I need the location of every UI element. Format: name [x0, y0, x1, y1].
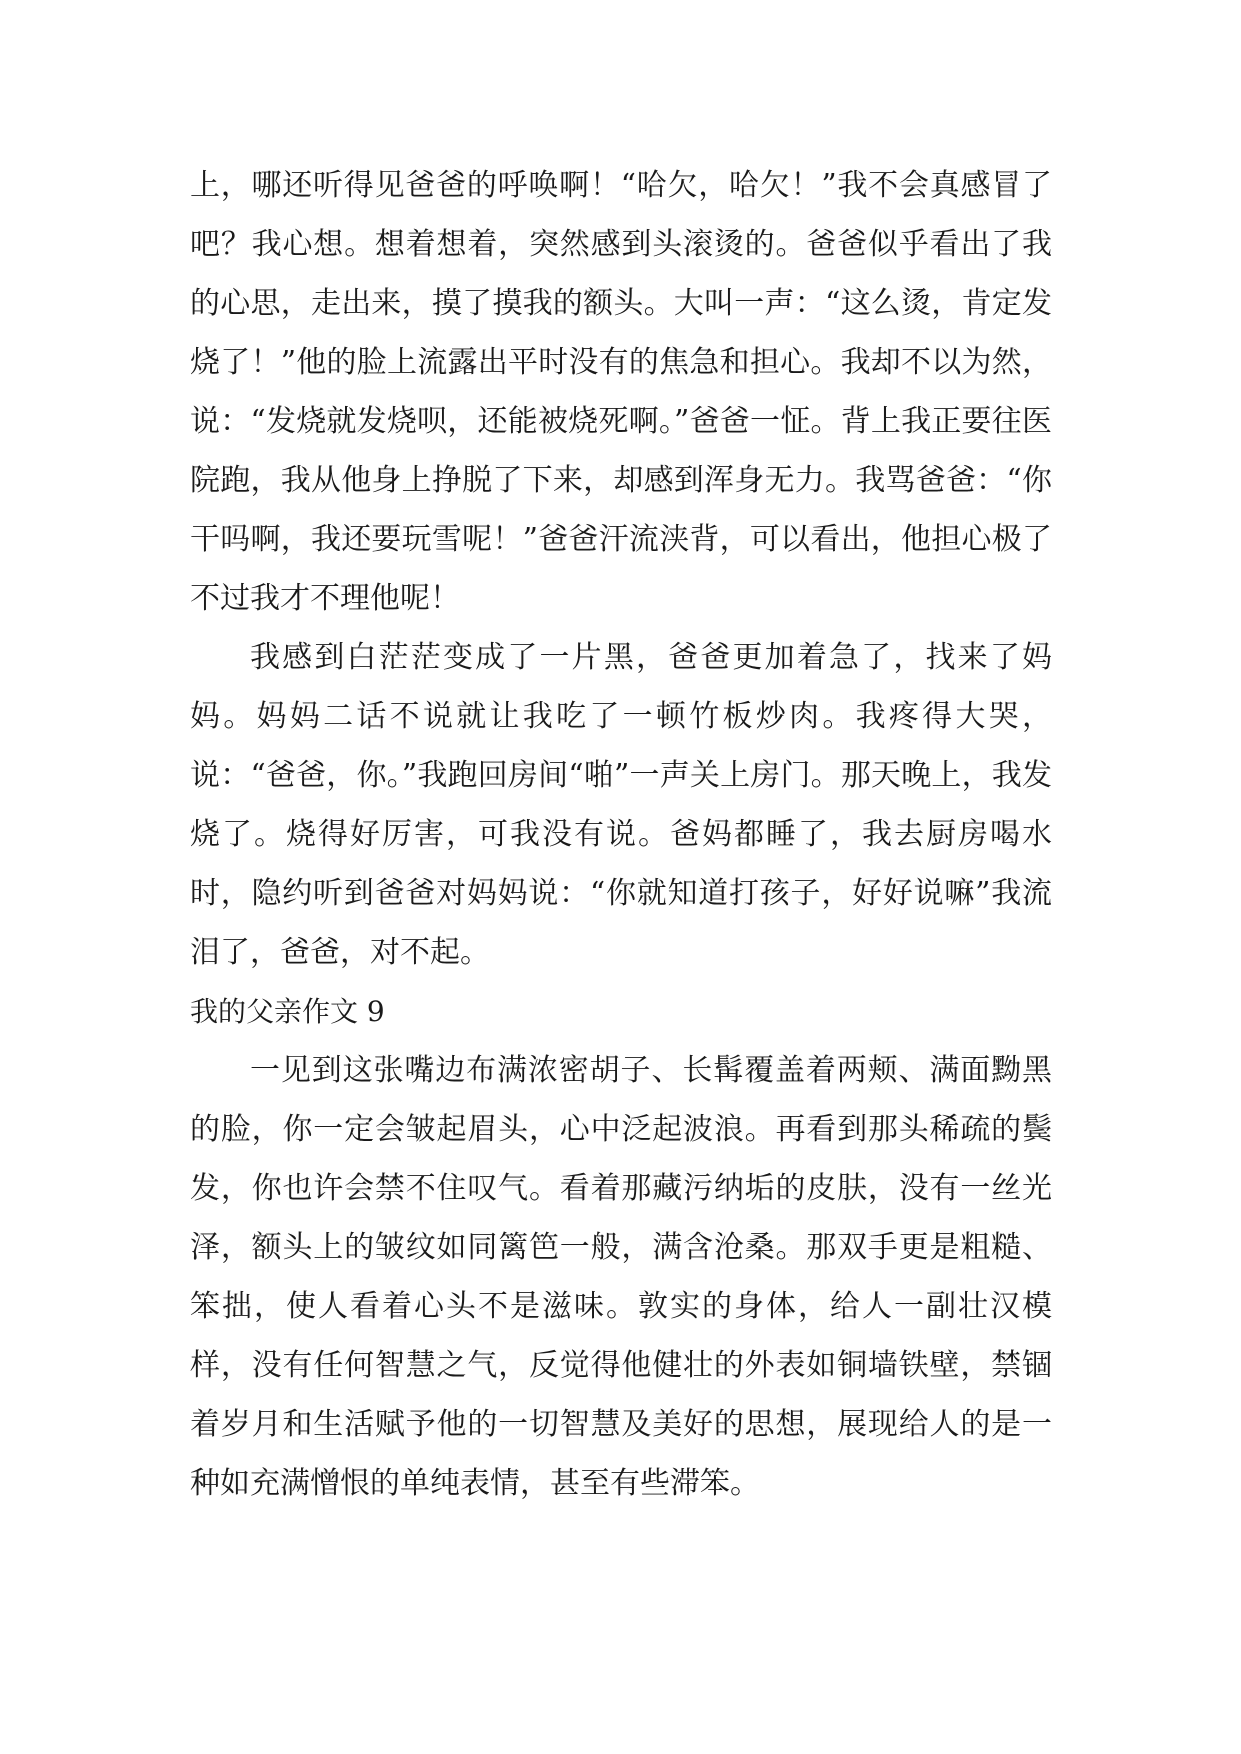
document-body	[190, 156, 1052, 1513]
paragraph-2: 我感到白茫茫变成了一片黑，爸爸更加着急了，找来了妈妈。妈妈二话不说就让我吃了一顿竹板炒肉。我疼得大哭，说：“爸爸，你。”我跑回房间“啪”一声关上房门。那天晚上，我发烧了。烧得好厉害，可我没有说。爸妈都睡了，我去厨房喝水时，隐约听到爸爸对妈妈说：“你就知道打孩子，好好说嘛”我流泪了，爸爸，对不起。	[190, 640, 1052, 970]
paragraph-3: 一见到这张嘴边布满浓密胡子、长髯覆盖着两颊、满面黝黑的脸，你一定会皱起眉头，心中泛起波浪。再看到那头稀疏的鬓发，你也许会禁不住叹气。看着那藏污纳垢的皮肤，没有一丝光泽，额头上的皱纹如同篱笆一般，满含沧桑。那双手更是粗糙、笨拙，使人看着心头不是滋味。敦实的身体，给人一副壮汉模样，没有任何智慧之气，反觉得他健壮的外表如铜墙铁壁，禁锢着岁月和生活赋予他的一切智慧及美好的思想，展现给人的是一种如充满憎恨的单纯表情，甚至有些滞笨。	[190, 1053, 1052, 1501]
section-heading: 我的父亲作文 9	[190, 995, 385, 1028]
paragraph-1: 上，哪还听得见爸爸的呼唤啊！“哈欠，哈欠！”我不会真感冒了吧？我心想。想着想着，突然感到头滚烫的。爸爸似乎看出了我的心思，走出来，摸了摸我的额头。大叫一声：“这么烫，肯定发烧了！”他的脸上流露出平时没有的焦急和担心。我却不以为然，说：“发烧就发烧呗，还能被烧死啊。”爸爸一怔。背上我正要往医院跑，我从他身上挣脱了下来，却感到浑身无力。我骂爸爸：“你干吗啊，我还要玩雪呢！”爸爸汗流浃背，可以看出，他担心极了不过我才不理他呢！	[190, 168, 1052, 616]
